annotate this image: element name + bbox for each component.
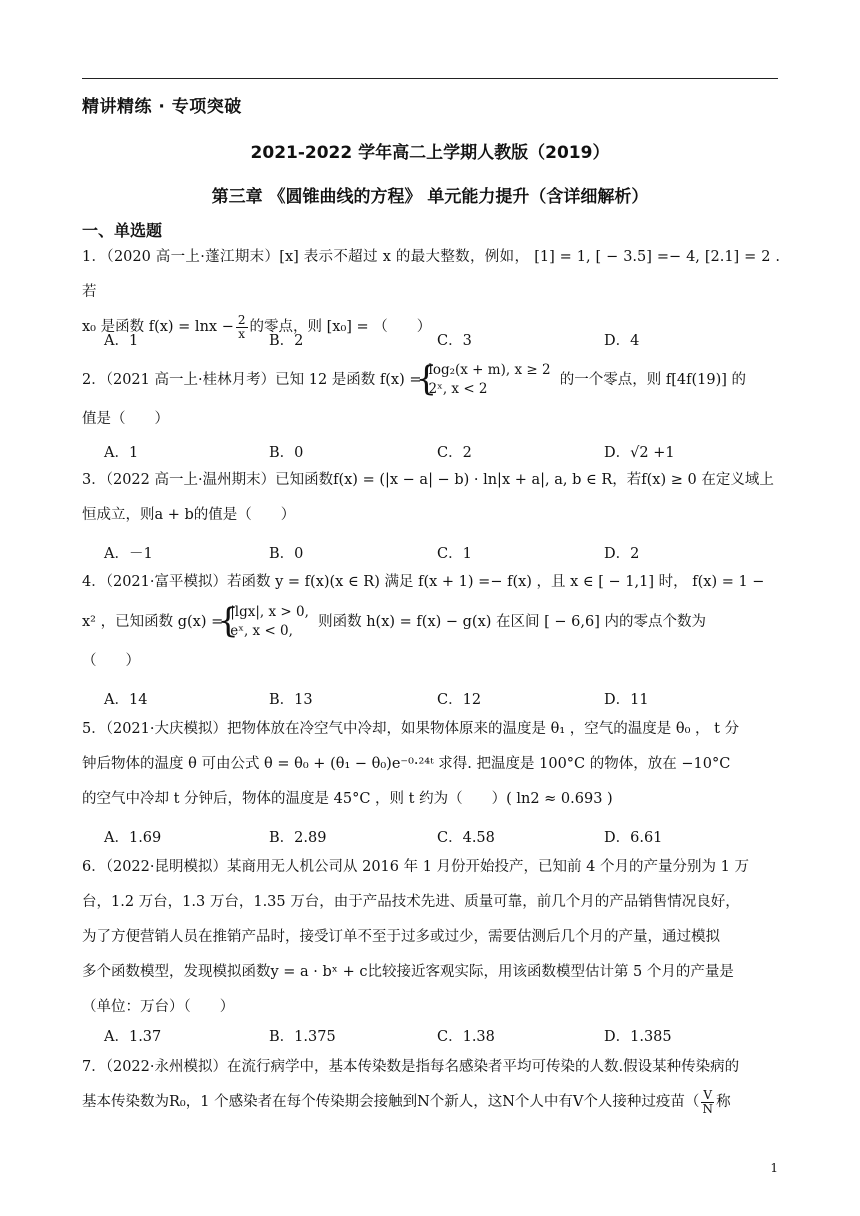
question-3 (82, 463, 780, 533)
option-b[interactable]: B．13 (269, 692, 313, 708)
question-7-line-1: 7．（2022·永州模拟）在流行病学中，基本传染数是指每名感染者平均可传染的人数.假设某种传染病的 (82, 1059, 740, 1075)
option-a[interactable]: A．1.69 (104, 830, 162, 846)
option-a[interactable]: A．1.37 (104, 1029, 162, 1045)
question-source: （2021·大庆模拟） (105, 721, 227, 737)
header-rule (82, 78, 778, 79)
option-d[interactable]: D．1.385 (604, 1029, 672, 1045)
option-d[interactable]: D．6.61 (604, 830, 663, 846)
question-6-line-4: 多个函数模型，发现模拟函数y = a · bˣ + c比较接近客观实际，用该函数模型估计第 5 个月的产量是 (82, 964, 734, 980)
option-d[interactable]: D．√2 +1 (604, 445, 675, 461)
question-6 (82, 850, 780, 1025)
option-c[interactable]: C．1.38 (437, 1029, 495, 1045)
question-2 (82, 358, 780, 437)
question-6-options (104, 1025, 774, 1049)
option-c[interactable]: C．12 (437, 692, 482, 708)
option-c[interactable]: C．2 (437, 445, 472, 461)
question-3-line-2: 恒成立，则a + b的值是（ ） (82, 507, 296, 523)
fraction: $\frac{V}{N}$ (702, 1087, 713, 1116)
question-6-line-2: 台，1.2 万台，1.3 万台，1.35 万台，由于产品技术先进、质量可靠，前几个月的产品销售情况良好， (82, 894, 740, 910)
question-2-options (104, 441, 774, 465)
section-heading: 一、单选题 (82, 221, 163, 240)
option-b[interactable]: B．2 (269, 333, 304, 349)
question-2-line-1: 2．（2021 高一上·桂林月考）已知 12 是函数 f(x) = { log₂(x + m), x ≥ 2 2ˣ, x < 2 的一个零点，则 f[4f(19)] 的 (82, 359, 747, 399)
question-source: （2022·昆明模拟） (105, 859, 227, 875)
question-5-line-1: 5．（2021·大庆模拟）把物体放在冷空气中冷却，如果物体原来的温度是 θ₁ ，空气的温度是 θ₀ ， t 分 (82, 721, 740, 737)
question-2-line-2: 值是（ ） (82, 411, 169, 427)
question-4-line-1: 4．（2021·富平模拟）若函数 y = f(x)(x ∈ R) 满足 f(x + 1) =− f(x) ，且 x ∈ [ − 1,1] 时， f(x) = 1 − (82, 574, 765, 590)
page-number: 1 (770, 1161, 778, 1175)
question-1-line-1: 1．（2020 高一上·蓬江期末）[x] 表示不超过 x 的最大整数，例如， [1] = 1, [ − 3.5] =− 4, [2.1] = 2 . 若 (82, 249, 780, 300)
question-source: （2021·富平模拟） (105, 574, 227, 590)
piecewise-function: { log₂(x + m), x ≥ 2 2ˣ, x < 2 (415, 359, 551, 399)
option-d[interactable]: D．11 (604, 692, 649, 708)
question-5-line-2: 钟后物体的温度 θ 可由公式 θ = θ₀ + (θ₁ − θ₀)e⁻⁰·²⁴ᵗ 求得. 把温度是 100°C 的物体，放在 −10°C (82, 756, 731, 772)
question-1-line-2: x₀ 是函数 f(x) = lnx − $\frac{2}{x}$ 的零点，则 [x₀] = （ ） (82, 312, 432, 341)
question-source: （2020 高一上·蓬江期末） (106, 249, 280, 265)
question-source: （2021 高一上·桂林月考） (105, 372, 276, 388)
question-6-line-1: 6．（2022·昆明模拟）某商用无人机公司从 2016 年 1 月份开始投产，已知前 4 个月的产量分别为 1 万 (82, 859, 749, 875)
option-b[interactable]: B．0 (269, 546, 304, 562)
question-6-line-3: 为了方便营销人员在推销产品时，接受订单不至于过多或过少，需要估测后几个月的产量，通过模拟 (82, 929, 720, 945)
option-b[interactable]: B．2.89 (269, 830, 327, 846)
option-b[interactable]: B．0 (269, 445, 304, 461)
question-4-line-2: x² ，已知函数 g(x) = { |lgx|, x > 0, eˣ, x < 0, 则函数 h(x) = f(x) − g(x) 在区间 [ − 6,6] 内的零点个数为 (82, 601, 706, 641)
option-d[interactable]: D．2 (604, 546, 640, 562)
option-c[interactable]: C．3 (437, 333, 472, 349)
option-b[interactable]: B．1.375 (269, 1029, 336, 1045)
question-5-options (104, 826, 774, 850)
question-source: （2022 高一上·温州期末） (105, 472, 276, 488)
piecewise-function: { |lgx|, x > 0, eˣ, x < 0, (217, 601, 309, 641)
brace-icon: { (217, 601, 239, 641)
question-4-line-3: （ ） (82, 653, 140, 669)
option-a[interactable]: A．1 (104, 445, 139, 461)
document-subtitle: 第三章 《圆锥曲线的方程》 单元能力提升（含详细解析） (211, 187, 649, 207)
question-6-line-5: （单位：万台）（ ） (82, 999, 235, 1015)
question-5-line-3: 的空气中冷却 t 分钟后，物体的温度是 45°C ，则 t 约为（ ）( ln2 ≈ 0.693 ) (82, 791, 613, 807)
option-c[interactable]: C．1 (437, 546, 472, 562)
question-4 (82, 565, 780, 679)
option-a[interactable]: A．1 (104, 333, 139, 349)
question-7-line-2: 基本传染数为R₀，1 个感染者在每个传染期会接触到N个新人，这N个人中有V个人接种过疫苗（ $\frac{V}{N}$ 称 (82, 1087, 731, 1116)
question-1-options (104, 329, 774, 353)
brace-icon: { (415, 359, 438, 399)
option-a[interactable]: A．－1 (104, 546, 153, 562)
document-title: 2021-2022 学年高二上学期人教版（2019） (250, 143, 610, 163)
option-a[interactable]: A．14 (104, 692, 148, 708)
question-3-options (104, 542, 774, 566)
question-3-line-1: 3．（2022 高一上·温州期末）已知函数f(x) = (|x − a| − b) · ln|x + a|, a, b ∈ R，若f(x) ≥ 0 在定义域上 (82, 472, 774, 488)
option-c[interactable]: C．4.58 (437, 830, 495, 846)
question-4-options (104, 688, 774, 712)
question-source: （2022·永州模拟） (105, 1059, 227, 1075)
fraction: $\frac{2}{x}$ (237, 312, 246, 341)
question-7 (82, 1050, 780, 1120)
series-header: 精讲精练 · 专项突破 (82, 97, 242, 117)
option-d[interactable]: D．4 (604, 333, 640, 349)
question-5 (82, 712, 780, 817)
